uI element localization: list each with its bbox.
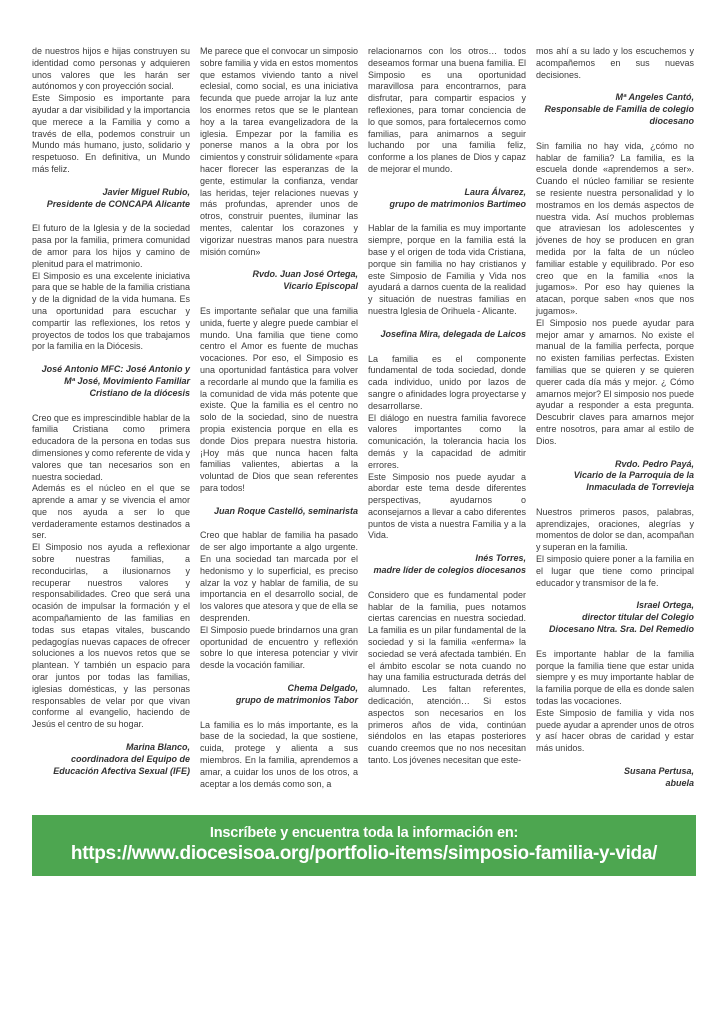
testimonial-paragraph: relacionarnos con los otros… todos deseamos formar una buena familia. El Simposio es una oportunidad maravillosa para encontrarnos, para disfrutar, para compartir espacios y reflexiones, para tomar conciencia de lo que somos, para fortalecernos como familias, para animarnos a seguir luchando por una familia feliz, conforme a los planes de Dios y capaz de mejorar el mundo. xyxy=(368,46,526,174)
signature-line: Mª Angeles Cantó, xyxy=(615,92,694,103)
signature-line: grupo de matrimonios Bartimeo xyxy=(389,198,526,209)
testimonial-paragraph: Sin familia no hay vida, ¿cómo no hablar de familia? La familia, es la escuela donde «aprendemos a ser». Cuando el núcleo familiar se resiente se resiente nuestra personalidad y lo mostramos en los demás aspectos de nuestra vida. Así muchos problemas que atraviesan los adolescentes y jóvenes de hoy se producen en gran medida por la falta de un núcleo familiar estable y equilibrado. Por eso creo que en la familia «nos la jugamos». Por eso hay quienes la atacan, porque saben «nos que nos jugamos». xyxy=(536,140,694,316)
testimonial-signature xyxy=(368,187,526,211)
text-column xyxy=(368,46,526,767)
signature-line: Cristiano de la diócesis xyxy=(89,387,190,398)
testimonial-paragraph: El Simposio es una excelente iniciativa para que se hable de la familia cristiana y de la dignidad de la vida humana. Es una oportunidad para escuchar y compartir las reflexiones, los retos y proyectos de todos los que trabajamos por la familia en la Diócesis. xyxy=(32,270,190,352)
testimonial-paragraph: La familia es el componente fundamental de toda sociedad, donde cada individuo, unido por lazos de sangre o afinidades logra proyectarse y desarrollarse. xyxy=(368,353,526,411)
testimonial-paragraph: Este Simposio de familia y vida nos puede ayudar a aprender unos de otros y así hacer obras de caridad y estar más unidos. xyxy=(536,707,694,754)
testimonial-signature xyxy=(536,766,694,790)
testimonial-paragraph: mos ahí a su lado y los escuchemos y acompañemos en sus nuevas decisiones. xyxy=(536,46,694,80)
text-column xyxy=(200,46,358,790)
testimonial-paragraph: La familia es lo más importante, es la base de la sociedad, la que sostiene, cuida, protege y alienta a sus miembros. En la familia, aprendemos a amar, a cuidar los unos de los otros, a aceptar a los demás como son, a xyxy=(200,719,358,789)
testimonial-paragraph: Creo que es imprescindible hablar de la familia Cristiana como primera educadora de la persona en todas sus dimensiones y como referente de vida y valores que tan necesarios son en nuestra sociedad. xyxy=(32,412,190,482)
testimonial-paragraph: El Simposio nos puede ayudar para mejor amar y amarnos. No existe el manual de la familia perfecta, porque no existen familias perfectas. Existen familias que se quieren y se quieren querer cada día más y mejor. ¿ Cómo amarnos mejor? El simposio nos puede ayudar a responder a esta pregunta. Descubrir claves para amarnos mejor entre nosotros, para amar al estilo de Dios. xyxy=(536,317,694,446)
testimonial-signature xyxy=(200,269,358,293)
signature-line: Susana Pertusa, xyxy=(623,766,694,777)
signature-line: Javier Miguel Rubio, xyxy=(102,186,190,197)
signature-line: José Antonio MFC: José Antonio y xyxy=(41,364,190,375)
testimonial-signature xyxy=(200,506,358,518)
signature-line: Chema Delgado, xyxy=(287,683,358,694)
testimonial-signature xyxy=(368,329,526,341)
testimonial-signature xyxy=(536,459,694,494)
testimonial-signature xyxy=(32,742,190,777)
testimonial-signature xyxy=(536,600,694,635)
testimonial-signature xyxy=(32,187,190,211)
signature-line: Inés Torres, xyxy=(475,553,526,564)
signature-line: Vicario de la Parroquia de la Inmaculada de Torrevieja xyxy=(573,470,694,493)
testimonial-paragraph: Es importante hablar de la familia porque la familia tiene que estar unida siempre y es muy importante hablar de la familia porque de ella es donde salen todas las vocaciones. xyxy=(536,648,694,707)
testimonial-paragraph: El futuro de la Iglesia y de la sociedad pasa por la familia, primera comunidad de amor para los hijos y camino de plenitud para el matrimonio. xyxy=(32,223,190,269)
banner-cta-text: Inscríbete y encuentra toda la información en: xyxy=(209,824,519,841)
text-column xyxy=(536,46,694,803)
signature-line: Presidente de CONCAPA Alicante xyxy=(46,198,190,209)
signature-line: abuela xyxy=(665,777,694,788)
signature-line: Vicario Episcopal xyxy=(283,281,358,292)
signature-line: Responsable de Familia de colegio diocesano xyxy=(544,104,694,126)
signature-line: Josefina Mira, delegada de Laicos xyxy=(380,328,526,339)
testimonial-paragraph: Es importante señalar que una familia unida, fuerte y alegre puede cambiar el mundo. Una familia que tiene como centro el Amor es fuente de muchas vocaciones. Por eso, el Simposio es una oportunidad fantástica para volver a recordarle al mundo que la familia es la comunidad de vida más potente que existe. Que la familia es el centro no solo de la sociedad, sino de nuestra propia existencia porque en ella es donde Dios prepara nuestra historia. ¡Hoy más que nunca hacen falta familias valientes, abiertas a la voluntad de Dios que sean referentes para todos! xyxy=(200,305,358,493)
testimonial-paragraph: de nuestros hijos e hijas construyen su identidad como personas y adquieren unos valores que les harán ser autónomos y con proyección social. xyxy=(32,46,190,92)
text-column xyxy=(32,46,190,790)
signature-line: grupo de matrimonios Tabor xyxy=(235,694,358,705)
inscription-banner xyxy=(32,815,696,876)
testimonial-paragraph: Este Simposio es importante para ayudar a dar visibilidad y la importancia que merece a la Familia y como a través de ella, podemos construir un Mundo más humano, justo, solidario y respetuoso. En definitiva, un Mundo más feliz. xyxy=(32,93,190,174)
testimonials-columns xyxy=(32,46,694,803)
signature-line: Israel Ortega, xyxy=(636,600,694,611)
testimonial-signature xyxy=(32,364,190,399)
testimonial-paragraph: Este Simposio nos puede ayudar a abordar este tema desde diferentes perspectivas, ayudarnos o aconsejarnos a llevar a cabo diferentes puntos de vista a nuestra Familia y a la Vida. xyxy=(368,471,526,541)
signature-line: director titular del Colegio Diocesano Ntra. Sra. Del Remedio xyxy=(548,612,694,635)
testimonial-paragraph: El Simposio puede brindarnos una gran oportunidad de encuentro y reflexión sobre lo que interesa potenciar y vivir desde la vocación familiar. xyxy=(200,624,358,671)
testimonial-signature xyxy=(200,683,358,707)
testimonial-paragraph: Creo que hablar de familia ha pasado de ser algo importante a algo urgente. En una sociedad tan marcada por el hedonismo y lo superficial, es preciso alzar la voz y hablar de familia, de su importancia en el desarrollo social, de los valores que atesora y que de ella se desprenden. xyxy=(200,530,358,624)
signature-line: Rvdo. Pedro Payá, xyxy=(614,458,694,469)
signature-line: Laura Álvarez, xyxy=(464,186,526,197)
testimonial-paragraph: El simposio quiere poner a la familia en el lugar que tiene como principal educador y transmisor de la fe. xyxy=(536,554,694,588)
signature-line: Marina Blanco, xyxy=(125,742,190,753)
signature-line: Rvdo. Juan José Ortega, xyxy=(252,269,358,280)
testimonial-paragraph: El diálogo en nuestra familia favorece valores importantes como la comunicación, la tolerancia hacia los demás y la capacidad de admitir errores. xyxy=(368,412,526,470)
testimonial-signature xyxy=(536,92,694,127)
testimonial-paragraph: El Simposio nos ayuda a reflexionar sobre nuestras familias, a reconducirlas, a ilusionarnos y recuperar nuestros valores y responsabilidades. Creo que será una ocasión de impulsar la formación y el acompañamiento de las familias en todas sus etapas vitales, buscando pedagogías nuevas capaces de ofrecer soluciones a los nuevos retos que se plantean. Y también un espacio para orar juntos por todas las familias, iglesias domésticas, y las personas responsables de velar por que vivan conforme al evangelio, haciendo de Jesús el centro de su hogar. xyxy=(32,542,190,730)
signature-line: coordinadora del Equipo de Educación Afectiva Sexual (IFE) xyxy=(53,753,190,776)
testimonial-paragraph: Nuestros primeros pasos, palabras, aprendizajes, oraciones, alegrías y momentos de dolor se dan, acompañan y superan en la familia. xyxy=(536,506,694,553)
signature-line: madre líder de colegios diocesanos xyxy=(373,565,526,576)
testimonial-paragraph: Hablar de la familia es muy importante siempre, porque en la familia está la base y el origen de toda vida Cristiana, porque sin familia no hay cristianos y este Simposio de Familia y Vida nos ayudará a darnos cuenta de la realidad y situación de nuestras familias en nuestra Iglesia de Orihuela - Alicante. xyxy=(368,223,526,316)
banner-url-link[interactable]: https://www.diocesisoa.org/portfolio-items/simposio-familia-y-vida/ xyxy=(70,842,658,864)
testimonial-signature xyxy=(368,553,526,577)
testimonial-paragraph: Además es el núcleo en el que se aprende a amar y se vivencia el amor que nos ayuda a ser lo que verdaderamente estamos destinados a ser. xyxy=(32,483,190,541)
signature-line: Juan Roque Castelló, seminarista xyxy=(213,505,358,516)
signature-line: Mª José, Movimiento Familiar xyxy=(64,375,190,386)
testimonial-paragraph: Considero que es fundamental poder hablar de la familia, pues notamos ciertas carencias en nuestra sociedad. La familia es un pilar fundamental de la sociedad y si la familia «enferma» la sociedad se verá afectada también. En el ámbito escolar se nota cuando no hay una familia estructurada detrás del alumnado. Les faltan referentes, dedicación, atención… Si estos aspectos son necesarios en los primeros años de vida, continúan siéndolos en las etapas posteriores cuando creemos que no nos necesitan tanto. Los jóvenes necesitan que este- xyxy=(368,589,526,766)
testimonial-paragraph: Me parece que el convocar un simposio sobre familia y vida en estos momentos que estamos viviendo tanto a nivel eclesial, como social, es una iniciativa fecunda que puede arrojar la luz ante los enormes retos que se le plantean hoy a la tarea evangelizadora de la iglesia. Empezar por la familia es ponerse manos a la obra por los cimientos y construir sólidamente «para hacer florecer las esperanzas de la gente, estimular la confianza, vendar las heridas, tejer relaciones nuevas y más profundas, aprender unos de otros, construir puentes, iluminar las mentes, calentar los corazones y vigorizar nuestras manos para nuestra misión común» xyxy=(200,46,358,257)
